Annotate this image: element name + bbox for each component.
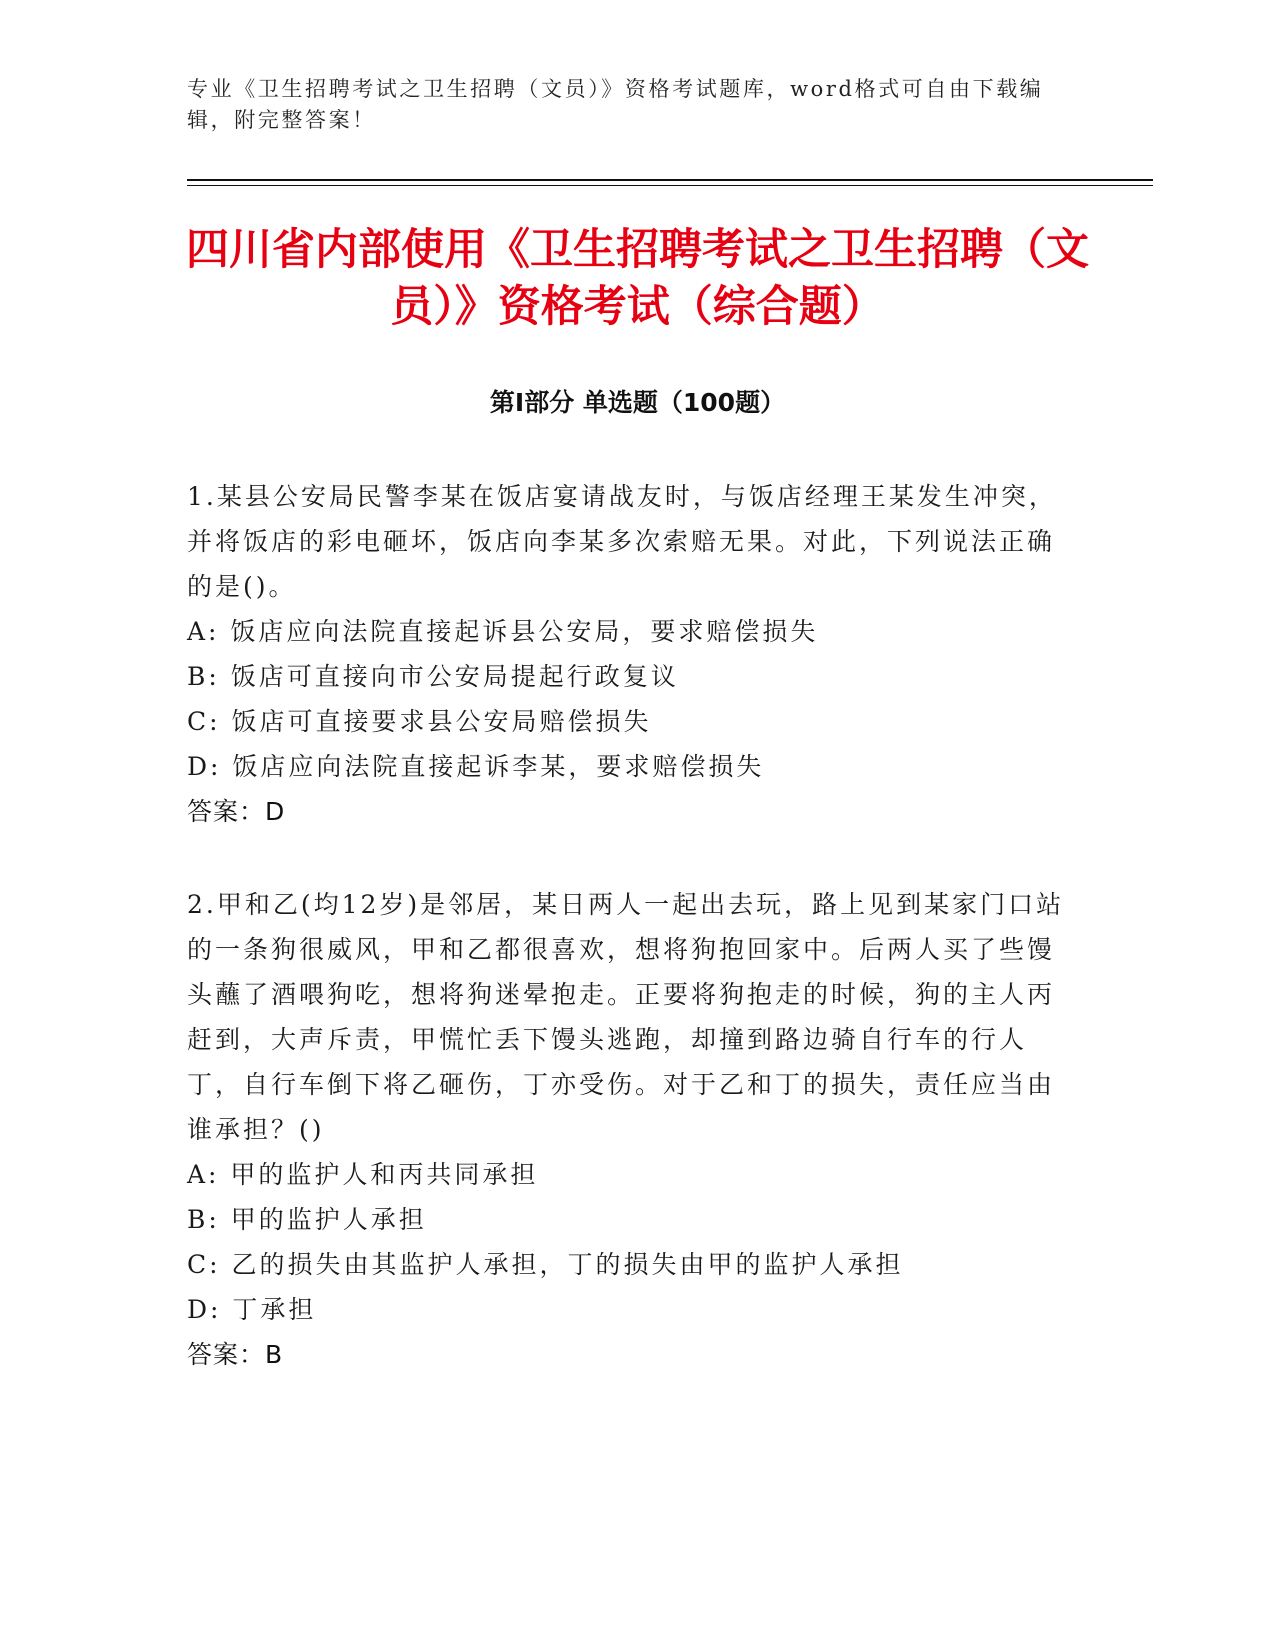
- option-d: D: 丁承担: [187, 1295, 317, 1324]
- option-d: D: 饭店应向法院直接起诉李某，要求赔偿损失: [187, 752, 765, 781]
- question-1: [187, 474, 1067, 834]
- answer: 答案：D: [187, 797, 286, 826]
- document-title: 四川省内部使用《卫生招聘考试之卫生招聘（文员）》资格考试（综合题）: [186, 225, 1089, 332]
- header-divider-thick: [187, 179, 1153, 181]
- option-c: C: 乙的损失由其监护人承担，丁的损失由甲的监护人承担: [187, 1250, 904, 1279]
- option-b: B: 饭店可直接向市公安局提起行政复议: [187, 662, 679, 691]
- option-b: B: 甲的监护人承担: [187, 1205, 427, 1234]
- question-stem: 2.甲和乙(均12岁)是邻居，某日两人一起出去玩，路上见到某家门口站的一条狗很威风，甲和乙都很喜欢，想将狗抱回家中。后两人买了些馒头蘸了酒喂狗吃，想将狗迷晕抱走。正要将狗抱走的时候，狗的主人丙赶到，大声斥责，甲慌忙丢下馒头逃跑，却撞到路边骑自行车的行人丁，自行车倒下将乙砸伤，丁亦受伤。对于乙和丁的损失，责任应当由谁承担？(): [187, 890, 1065, 1144]
- header-divider-thin: [187, 185, 1153, 186]
- section-title: 第I部分 单选题（100题）: [489, 388, 786, 417]
- header-note: 专业《卫生招聘考试之卫生招聘（文员）》资格考试题库，word格式可自由下载编辑，附完整答案！: [187, 77, 1044, 132]
- option-c: C: 饭店可直接要求县公安局赔偿损失: [187, 707, 652, 736]
- question-stem: 1.某县公安局民警李某在饭店宴请战友时，与饭店经理王某发生冲突，并将饭店的彩电砸坏，饭店向李某多次索赔无果。对此，下列说法正确的是()。: [187, 482, 1057, 601]
- option-a: A: 饭店应向法院直接起诉县公安局，要求赔偿损失: [187, 617, 819, 646]
- option-a: A: 甲的监护人和丙共同承担: [187, 1160, 539, 1189]
- answer: 答案：B: [187, 1340, 284, 1369]
- question-2: [187, 882, 1067, 1377]
